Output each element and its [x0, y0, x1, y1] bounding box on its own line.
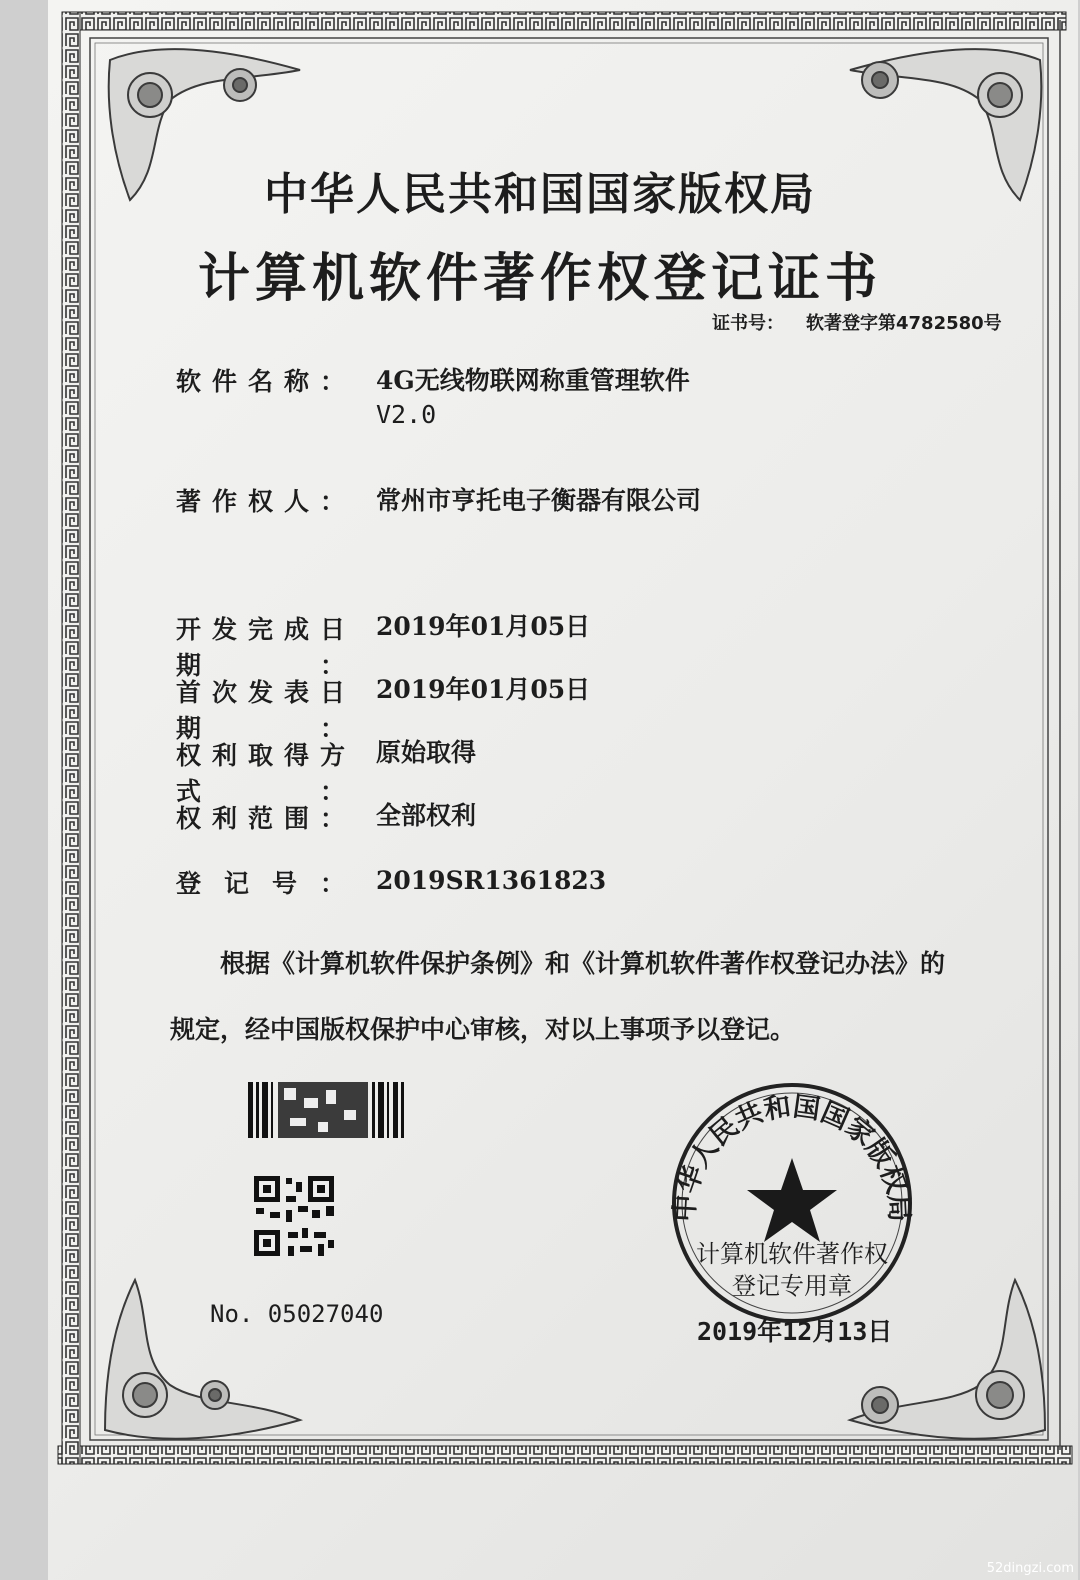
- issuing-authority: 中华人民共和国国家版权局: [264, 169, 816, 220]
- field-label-rights-scope: 权利范围：: [176, 804, 346, 833]
- field-label-copyright-owner: 著作权人：: [176, 487, 346, 516]
- qr-code: [254, 1176, 334, 1256]
- field-value-acquisition-method: 原始取得: [376, 738, 477, 767]
- field-value-software-name: [376, 364, 690, 432]
- seal-date: 2019年12月13日: [697, 1317, 893, 1346]
- star-icon: [747, 1158, 837, 1242]
- barcode: [248, 1082, 404, 1138]
- field-value-copyright-owner: 常州市亨托电子衡器有限公司: [376, 486, 702, 515]
- certificate-number-label: 证书号：: [712, 313, 784, 334]
- field-label-registration-number: 登记号：: [176, 869, 346, 898]
- field-value-dev-complete-date: 2019年01月05日: [376, 612, 591, 641]
- field-label-first-publish-date: 首次发表日期：: [176, 678, 346, 743]
- software-version: V2.0: [376, 400, 437, 429]
- corner-ornament-bottom-right: [850, 1280, 1045, 1439]
- field-label-software-name: 软件名称：: [176, 367, 346, 396]
- seal-inner-line1: 计算机软件著作权: [696, 1240, 888, 1268]
- certificate-number-value: 软著登字第4782580号: [806, 313, 1002, 334]
- field-label-dev-complete-date: 开发完成日期：: [176, 615, 346, 680]
- seal-ring-text: 中华人民共和国国家版权局: [669, 1091, 915, 1223]
- field-value-first-publish-date: 2019年01月05日: [376, 675, 591, 704]
- seal-inner-line2: 登记专用章: [732, 1272, 852, 1300]
- field-value-registration-number: 2019SR1361823: [376, 866, 607, 895]
- watermark: 52dingzi.com: [986, 1561, 1074, 1576]
- field-value-rights-scope: 全部权利: [376, 801, 477, 830]
- statement-line1: 根据《计算机软件保护条例》和《计算机软件著作权登记办法》的: [220, 949, 946, 978]
- serial-number: No. 05027040: [210, 1300, 384, 1328]
- statement-line2: 规定，经中国版权保护中心审核，对以上事项予以登记。: [170, 1015, 796, 1044]
- certificate-title: 计算机软件著作权登记证书: [197, 248, 882, 309]
- certificate-number: [712, 309, 1002, 335]
- software-name-line1: 4G无线物联网称重管理软件: [376, 366, 690, 395]
- field-label-acquisition-method: 权利取得方式：: [176, 741, 346, 806]
